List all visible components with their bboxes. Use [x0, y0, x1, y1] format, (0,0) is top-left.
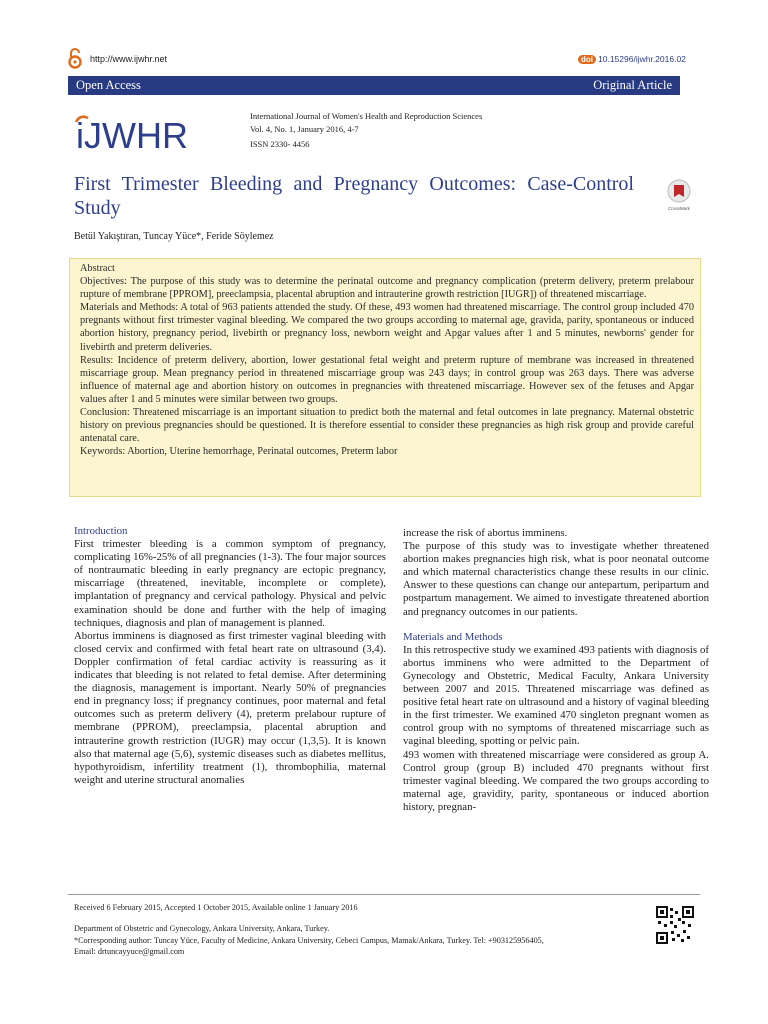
abstract-conclusion: Conclusion: Threatened miscarriage is an important situation to predict both the maternal and fetal outcomes in late pregnancy. Maternal obstetric history on previous pregnancies should be questioned. It is therefore essential to consider these pregnancies as high risk group and provide careful antenatal care.	[80, 407, 694, 445]
article-title: First Trimester Bleeding and Pregnancy Outcomes: Case-Control Study	[74, 173, 634, 219]
logo-text: iJWHR	[76, 115, 188, 152]
abstract-methods: Materials and Methods: A total of 963 patients attended the study. Of these, 493 women had threatened miscarriage. The control group included 470 pregnants without first trimester vaginal bleeding. We compared the two groups according to maternal age, gravida, parity, spontaneous or induced abortion history, pregnancy period, livebirth or pregnancy loss, newborn weight and Apgar values after 1 and 5 minutes, newborns' gender for livebirth and preterm deliveries.	[80, 302, 694, 353]
abstract-results: Results: Incidence of preterm delivery, abortion, lower gestational fetal weight and preterm rupture of membrane was increased in threatened miscarriage group. Mean pregnancy period in threatened miscarriage group was 243 days; in control group was 263 days. There was adverse influence of maternal age and abortion history on outcomes in pregnancies with threatened miscarriage. However sex of the fetuses and Apgar values after 1 and 5 minutes were similar between two groups.	[80, 354, 694, 405]
journal-volume: Vol. 4, No. 1, January 2016, 4-7	[250, 124, 359, 134]
methods-paragraph-1: In this retrospective study we examined 493 patients with diagnosis of abortus imminens who were admitted to the Department of Gynecology and Obstetric, Medical Faculty, Ankara University between 2007 and 2015. Threatened miscarriage was defined as positive fetal heart rate on ultrasound and a history of vaginal bleeding in the first trimester. We examined 470 singleton pregnant women as control group with no symptoms of threatened miscarriage such as vaginal bleeding, spotting or pelvic pain.	[403, 643, 709, 748]
corresponding-author: *Corresponding author: Tuncay Yüce, Faculty of Medicine, Ankara University, Cebeci Campus, Mamak/Ankara, Turkey. Tel: +903125956405,	[74, 936, 544, 945]
doi[interactable]	[578, 54, 686, 64]
introduction-heading: Introduction	[74, 525, 128, 537]
received-dates: Received 6 February 2015, Accepted 1 October 2015, Available online 1 January 2016	[74, 903, 358, 912]
doi-link[interactable]: 10.15296/ijwhr.2016.02	[598, 54, 686, 64]
crossmark-label: CrossMark	[668, 206, 690, 211]
left-column	[74, 525, 386, 787]
abstract-heading: Abstract	[80, 263, 115, 274]
author-email[interactable]: Email: drtuncayyuce@gmail.com	[74, 947, 185, 956]
journal-name: International Journal of Women's Health and Reproduction Sciences	[250, 111, 483, 121]
department-affiliation: Department of Obstetric and Gynecology, Ankara University, Ankara, Turkey.	[74, 924, 330, 933]
intro-paragraph-2: Abortus imminens is diagnosed as first trimester vaginal bleeding with closed cervix and confirmed with fetal heart rate on ultrasound (3,4). Doppler confirmation of fetal cardiac activity is reassuring as it indicates that bleeding is not related to fetal demise. After determining the diagnosis, management is important. Nearly 50% of pregnancies end in pregnancy loss; if pregnancy continues, poor maternal and fetal outcomes such as preterm delivery (4), preterm prelabour rupture of membrane (PPROM), preeclampsia, placental abruption and intrauterine growth restriction (IUGR) may occur (1,3,5). It is known also that maternal age (5,6), systemic diseases such as diabetes mellitus, hypothyroidism, infertility treatment (1), thrombophilia, maternal weight and uterine structural anomalies	[74, 629, 386, 786]
open-access-label: Open Access	[76, 78, 141, 92]
article-type-bar	[68, 76, 680, 95]
journal-logo-graphic	[74, 112, 214, 152]
authors: Betül Yakıştıran, Tuncay Yüce*, Feride Söylemez	[74, 231, 274, 242]
doi-badge: doi	[578, 55, 596, 64]
footer-divider	[68, 894, 700, 895]
journal-issn: ISSN 2330- 4456	[250, 139, 310, 149]
crossmark-icon[interactable]	[665, 178, 693, 212]
abstract-content	[80, 262, 694, 458]
methods-paragraph-2: 493 women with threatened miscarriage were considered as group A. Control group (group B) included 470 pregnants without first trimester vaginal bleeding. We compared the two groups according to maternal age, gravidity, parity, spontaneous or induced abortion history, pregnan-	[403, 748, 709, 813]
journal-url-link[interactable]: http://www.ijwhr.net	[90, 54, 168, 64]
intro-continuation: increase the risk of abortus imminens.	[403, 527, 568, 539]
intro-paragraph-1: First trimester bleeding is a common symptom of pregnancy, complicating 16%-25% of all pregnancies (1-3). The four major sources of nontraumatic bleeding in early pregnancy are ectopic pregnancy, miscarriage (threatened, inevitable, incomplete or complete), implantation of pregnancy and cervical pathology. Physical and pelvic examination should be done and further with the help of imaging techniques, diagnosis and plan of management is planned.	[74, 538, 386, 629]
article-type-label: Original Article	[593, 78, 672, 92]
abstract-objectives: Objectives: The purpose of this study was to determine the perinatal outcome and pregnancy complication (preterm delivery, preterm prelabour rupture of membrane [PPROM], preeclampsia, placental abruption and intrauterine growth restriction [IUGR]) of threatened miscarriage.	[80, 276, 694, 301]
abstract-keywords: Keywords: Abortion, Uterine hemorrhage, Perinatal outcomes, Preterm labor	[80, 446, 398, 458]
right-column	[403, 527, 709, 814]
purpose-paragraph: The purpose of this study was to investigate whether threatened abortion makes pregnancies high risk, what is poor neonatal outcome and which maternal characteristics change these results in our clinic. Answer to these questions can change our antepartum, peripartum and postpartum management. We aimed to investigate threatened abortion and pregnancy outcomes in our patients.	[403, 540, 709, 618]
open-access-icon	[68, 48, 82, 70]
qr-code-icon[interactable]	[656, 906, 694, 944]
methods-heading: Materials and Methods	[403, 630, 503, 643]
journal-logo	[74, 112, 214, 152]
